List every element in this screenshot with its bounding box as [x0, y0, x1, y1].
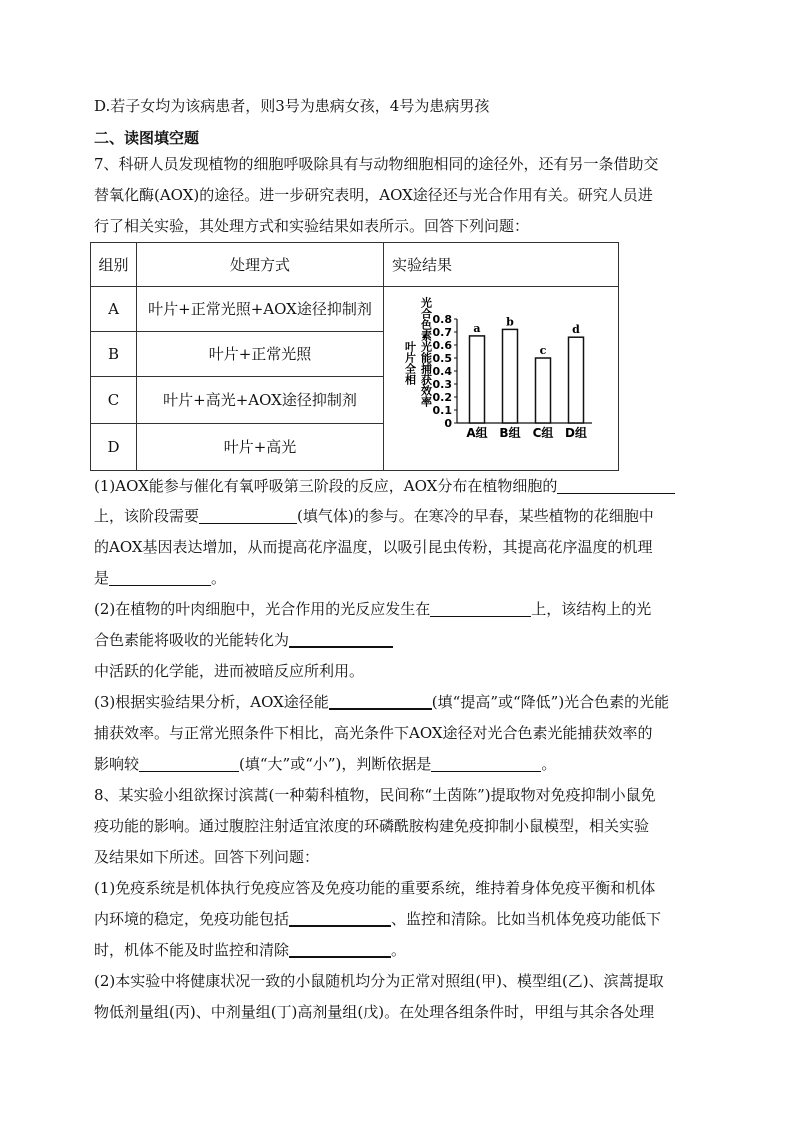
answer-blank[interactable] — [109, 569, 211, 586]
top-option-line: D.若子女均为该病患者，则3号为患病女孩，4号为患病男孩 — [94, 97, 490, 115]
treatment-cell: 叶片+高光+AOX途径抑制剂 — [137, 376, 384, 423]
header-treatment: 处理方式 — [137, 243, 384, 287]
y-axis-label: 光合色素光能捕获效率 — [419, 297, 433, 407]
x-tick-label: D组 — [565, 426, 587, 440]
q7-p1-line3: 的AOX基因表达增加，从而提高花序温度，以吸引昆虫传粉，其提高花序温度的机理 — [94, 538, 653, 556]
answer-blank[interactable] — [329, 692, 432, 710]
q7-p2-text: 上，该结构上的光 — [531, 600, 652, 618]
answer-blank[interactable] — [431, 755, 541, 772]
table-header-row — [91, 243, 619, 287]
q8-p1-text: 。 — [391, 941, 407, 959]
answer-blank[interactable] — [139, 755, 239, 772]
x-tick-label: A组 — [466, 426, 488, 440]
q7-p3-text: (填“大”或“小”)，判断依据是 — [239, 755, 432, 773]
q7-p1-line1 — [94, 476, 675, 496]
bar-label: c — [539, 344, 547, 357]
q7-p3-text: 。 — [541, 755, 557, 773]
y-tick-label: 0.6 — [432, 339, 452, 352]
q7-p1-line4 — [94, 568, 226, 588]
q7-p3-text: (填“提高”或“降低”)光合色素的光能 — [431, 693, 670, 711]
bar-chart — [384, 287, 610, 470]
q8-p1-line3 — [94, 940, 406, 960]
q7-p3-text: 影响较 — [94, 755, 140, 773]
q7-p2-text: (2)在植物的叶肉细胞中，光合作用的光反应发生在 — [94, 600, 431, 618]
q7-p1-text: 是 — [94, 569, 110, 587]
y-tick-label: 0.4 — [432, 365, 452, 378]
q7-p3-line1 — [94, 692, 669, 712]
q8-p2-line1: (2)本实验中将健康状况一致的小鼠随机均分为正常对照组(甲)、模型组(乙)、滨蒿提取 — [94, 972, 664, 990]
y-tick-label: 0 — [444, 417, 452, 430]
treatment-cell: 叶片+正常光照 — [137, 331, 384, 376]
q7-p1-line2 — [94, 506, 654, 526]
q7-p2-line3: 中活跃的化学能，进而被暗反应所利用。 — [94, 662, 365, 680]
experiment-table — [90, 242, 619, 471]
bar — [536, 358, 551, 423]
bar-label: b — [506, 315, 514, 329]
q8-p1-text: 时，机体不能及时监控和清除 — [94, 941, 290, 959]
q8-p1-text: 内环境的稳定，免疫功能包括 — [94, 910, 290, 928]
q7-p2-line1 — [94, 599, 651, 619]
q7-p1-text: (填气体)的参与。在寒冷的早春，某些植物的花细胞中 — [297, 507, 654, 525]
q7-intro-3: 行了相关实验，其处理方式和实验结果如表所示。回答下列问题： — [94, 217, 530, 235]
q7-p1-text: 上，该阶段需要 — [94, 507, 200, 525]
y-tick-label: 0.7 — [432, 326, 452, 339]
x-tick-label: B组 — [499, 426, 521, 440]
x-tick-label: C组 — [532, 426, 554, 440]
table-row — [91, 287, 619, 332]
answer-blank[interactable] — [289, 940, 391, 958]
answer-blank[interactable] — [430, 600, 531, 617]
q7-p3-line3 — [94, 754, 556, 774]
bar-label: a — [473, 321, 481, 335]
y-tick-label: 0.8 — [432, 313, 452, 326]
q7-p2-text: 合色素能将吸收的光能转化为 — [94, 631, 290, 649]
q8-intro-1: 8、某实验小组欲探讨滨蒿(一种菊科植物，民间称“土茵陈”)提取物对免疫抑制小鼠免 — [94, 786, 656, 804]
y-axis-label-2: 叶片全相 — [403, 341, 417, 385]
q8-intro-3: 及结果如下所述。回答下列问题： — [94, 848, 320, 866]
y-tick-label: 0.3 — [432, 378, 452, 391]
treatment-cell: 叶片+正常光照+AOX途径抑制剂 — [137, 287, 384, 332]
y-tick-label: 0.5 — [432, 352, 452, 365]
q8-intro-2: 疫功能的影响。通过腹腔注射适宜浓度的环磷酰胺构建免疫抑制小鼠模型，相关实验 — [94, 817, 650, 835]
answer-blank[interactable] — [289, 909, 391, 927]
q7-p1-text: 。 — [211, 569, 227, 587]
q8-p1-text: 、监控和清除。比如当机体免疫功能低下 — [391, 910, 662, 928]
q8-p2-line2: 物低剂量组(丙)、中剂量组(丁)高剂量组(戊)。在处理各组条件时，甲组与其余各处理 — [94, 1003, 655, 1021]
group-cell: D — [91, 423, 137, 470]
group-cell: C — [91, 376, 137, 423]
y-tick-label: 0.2 — [432, 391, 452, 404]
answer-blank[interactable] — [199, 507, 297, 524]
answer-blank[interactable] — [289, 630, 393, 648]
treatment-cell: 叶片+高光 — [137, 423, 384, 470]
q7-p3-line2: 捕获效率。与正常光照条件下相比，高光条件下AOX途径对光合色素光能捕获效率的 — [94, 724, 653, 742]
bar-label: d — [572, 323, 580, 337]
q7-intro-1: 7、科研人员发现植物的细胞呼吸除具有与动物细胞相同的途径外，还有另一条借助交 — [94, 155, 659, 173]
bar — [470, 336, 485, 423]
q7-p2-line2 — [94, 630, 393, 650]
bar — [503, 329, 518, 423]
section-title: 二、读图填空题 — [94, 129, 200, 147]
group-cell: A — [91, 287, 137, 332]
q7-intro-2: 替氧化酶(AOX)的途径。进一步研究表明，AOX途径还与光合作用有关。研究人员进 — [94, 186, 653, 204]
y-tick-label: 0.1 — [432, 404, 452, 417]
q7-p3-text: (3)根据实验结果分析，AOX途径能 — [94, 693, 329, 711]
q7-p1-text: (1)AOX能参与催化有氧呼吸第三阶段的反应，AOX分布在植物细胞的 — [94, 477, 558, 495]
group-cell: B — [91, 331, 137, 376]
header-group: 组别 — [91, 243, 137, 287]
q8-p1-line2 — [94, 909, 661, 929]
bar — [569, 337, 584, 423]
q8-p1-line1: (1)免疫系统是机体执行免疫应答及免疫功能的重要系统，维持着身体免疫平衡和机体 — [94, 879, 656, 897]
answer-blank[interactable] — [557, 477, 675, 494]
result-chart-cell — [384, 287, 619, 471]
header-result: 实验结果 — [384, 243, 619, 287]
